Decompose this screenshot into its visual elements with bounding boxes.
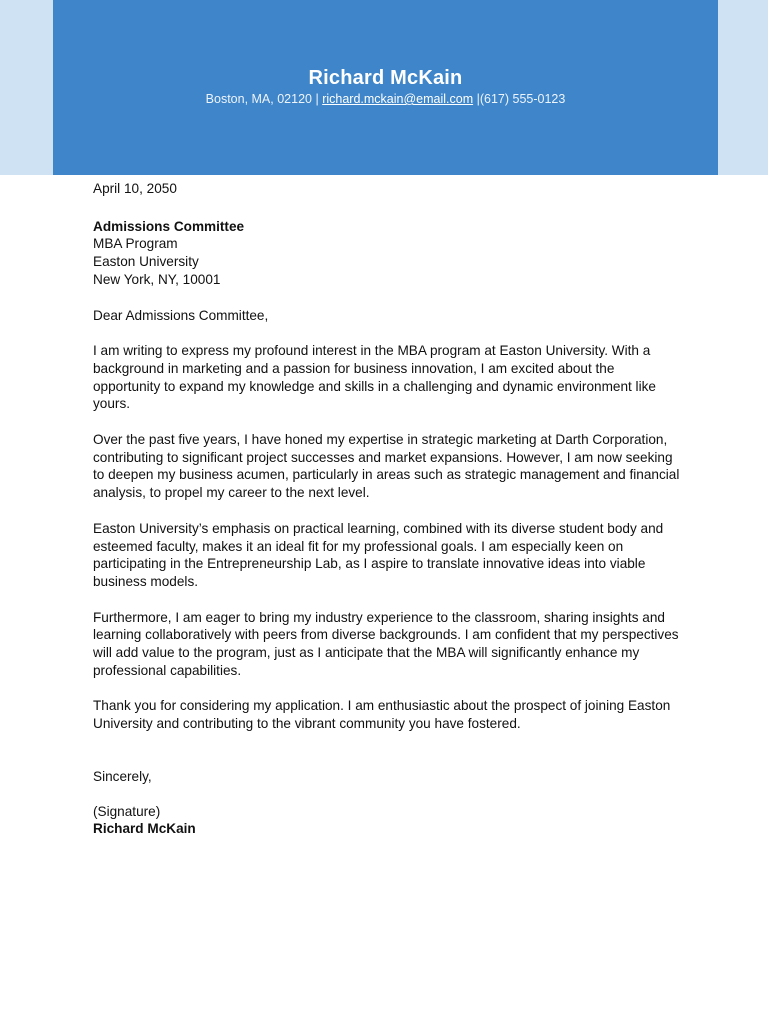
letter-body xyxy=(93,180,683,838)
sender-contact-line xyxy=(53,92,718,106)
recipient-line: New York, NY, 10001 xyxy=(93,271,221,287)
recipient-address xyxy=(93,218,683,289)
header-side-band-right xyxy=(718,0,768,175)
sender-phone: (617) 555-0123 xyxy=(479,92,566,106)
recipient-line: MBA Program xyxy=(93,236,178,252)
contact-separator: | xyxy=(311,92,323,106)
body-paragraph: Over the past five years, I have honed my expertise in strategic marketing at Darth Corporation, contributing to significant project successes and market expansions. However, I am now seeking to deepen my business acumen, particularly in areas such as strategic management and financial analysis, to propel my career to the next level. xyxy=(93,432,680,501)
letter-header xyxy=(53,0,718,175)
recipient-name: Admissions Committee xyxy=(93,218,245,234)
contact-separator: | xyxy=(473,92,480,106)
recipient-line: Easton University xyxy=(93,254,199,270)
sender-email-link[interactable]: richard.mckain@email.com xyxy=(322,92,474,106)
letter-date: April 10, 2050 xyxy=(93,181,177,196)
closing: Sincerely, xyxy=(93,768,152,784)
signer-name: Richard McKain xyxy=(93,821,196,837)
sender-name: Richard McKain xyxy=(308,67,463,89)
body-paragraph: I am writing to express my profound interest in the MBA program at Easton University. With a background in marketing and a passion for business innovation, I am excited about the opportunity to expand my knowledge and skills in a challenging and dynamic environment like yours. xyxy=(93,343,656,412)
salutation: Dear Admissions Committee, xyxy=(93,307,269,323)
body-paragraph: Thank you for considering my application. I am enthusiastic about the prospect of joining Easton University and contributing to the vibrant community you have fostered. xyxy=(93,698,671,732)
signature-placeholder: (Signature) xyxy=(93,803,161,819)
body-paragraph: Furthermore, I am eager to bring my industry experience to the classroom, sharing insights and learning collaboratively with peers from diverse backgrounds. I am confident that my perspectives will add value to the program, just as I anticipate that the MBA will significantly enhance my professional capabilities. xyxy=(93,609,679,678)
body-paragraph: Easton University’s emphasis on practical learning, combined with its diverse student body and esteemed faculty, makes it an ideal fit for my professional goals. I am especially keen on participating in the Entrepreneurship Lab, as I aspire to translate innovative ideas into viable business models. xyxy=(93,520,664,589)
sender-location: Boston, MA, 02120 xyxy=(205,92,312,106)
header-side-band-left xyxy=(0,0,53,175)
